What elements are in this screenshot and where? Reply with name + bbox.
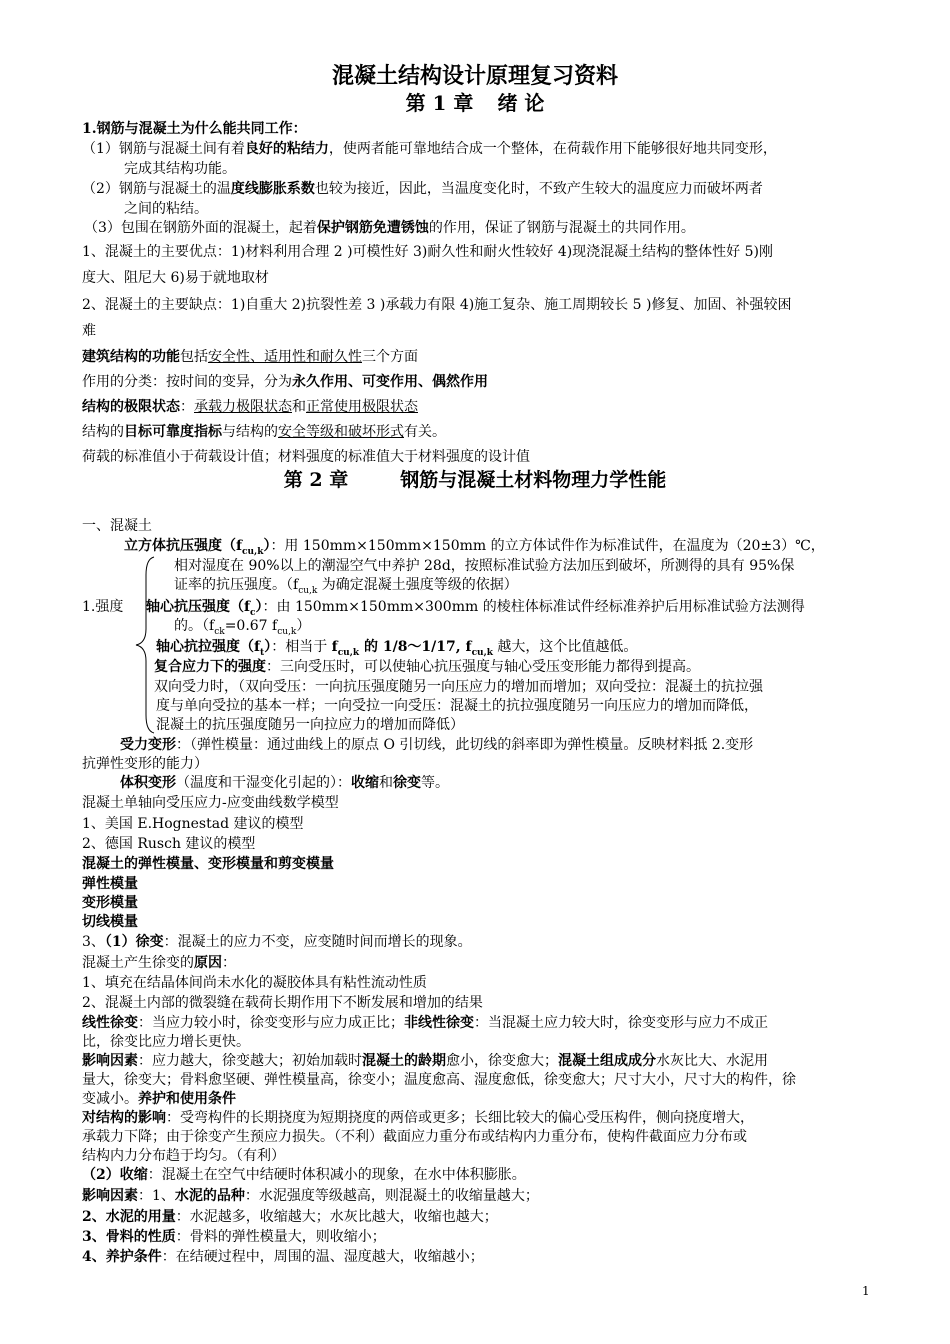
- volume-deformation: 体积变形（温度和干湿变化引起的）：收缩和徐变等。: [120, 775, 449, 791]
- cube-strength: 立方体抗压强度$(f_{cu,k})$：用 150mm×150mm×150mm 的立方体试件作为标准试件，在温度为（20±3）℃，: [124, 538, 825, 557]
- deformation-modulus: 变形模量: [82, 895, 138, 911]
- elastic-modulus: 弹性模量: [82, 876, 138, 892]
- creep-effect: 对结构的影响：受弯构件的长期挠度为短期挠度的两倍或更多；长细比较大的偏心受压构件，侧向挠度增大，: [82, 1110, 754, 1126]
- shrinkage-factor-4: 4、养护条件：在结硬过程中，周围的温、湿度越大，收缩越小；: [82, 1249, 484, 1265]
- moduli-heading: 混凝土的弹性模量、变形模量和剪变模量: [82, 856, 334, 872]
- chapter-2-heading: [0, 467, 950, 493]
- reason-3: （3）包围在钢筋外面的混凝土，起着保护钢筋免遭锈蚀的作用，保证了钢筋与混凝土的共同作用。: [84, 220, 695, 236]
- creep-effect-cont-1: 承载力下降；由于徐变产生预应力损失。（不利）截面应力重分布或结构内力重分布，使构件截面应力分布或: [82, 1129, 747, 1145]
- linear-creep: 线性徐变：当应力较小时，徐变变形与应力成正比；非线性徐变：当混凝土应力较大时，徐变变形与应力不成正: [82, 1015, 768, 1031]
- creep-effect-cont-2: 结构内力分布趋于均匀。（有利）: [82, 1148, 285, 1164]
- cube-strength-cont-2: 证率的抗压强度。（$f_{cu,k}$ 为确定混凝土强度等级的依据）: [174, 577, 518, 596]
- section-concrete: 一、混凝土: [82, 518, 152, 534]
- creep-influence-cont-1: 量大，徐变大；骨料愈坚硬、弹性模量高，徐变小；温度愈高、湿度愈低，徐变愈大；尺寸大小，尺寸大的构件，徐: [82, 1072, 796, 1088]
- chapter-1-name: 绪 论: [497, 91, 545, 115]
- reliability-index: 结构的目标可靠度指标与结构的安全等级和破坏形式有关。: [82, 424, 446, 440]
- chapter-1-number: 第 1 章: [405, 91, 474, 115]
- action-classification: 作用的分类：按时间的变异，分为永久作用、可变作用、偶然作用: [82, 374, 488, 390]
- disadvantages-line-1: 2、混凝土的主要缺点：1)自重大 2)抗裂性差 3 )承载力有限 4)施工复杂、施工周期较长 5 )修复、加固、补强较困: [82, 297, 792, 313]
- creep-definition: 3、（1）徐变：混凝土的应力不变，应变随时间而增长的现象。: [82, 934, 472, 950]
- chapter-1-heading: [0, 90, 950, 116]
- shrinkage-factor-3: 3、骨料的性质：骨料的弹性模量大，则收缩小；: [82, 1229, 386, 1245]
- biaxial-line-2: 度与单向受拉的基本一样；一向受拉一向受压：混凝土的抗拉强度随另一向压应力的增加而降低，: [156, 698, 758, 714]
- disadvantages-line-2: 难: [82, 323, 96, 339]
- model-rusch: 2、德国 Rusch 建议的模型: [82, 836, 256, 852]
- advantages-line-1: 1、混凝土的主要优点：1)材料利用合理 2 )可模性好 3)耐久性和耐火性较好 4)现浇混凝土结构的整体性好 5)刚: [82, 244, 774, 260]
- advantages-line-2: 度大、阻尼大 6)易于就地取材: [82, 270, 269, 286]
- model-hognestad: 1、美国 E.Hognestad 建议的模型: [82, 816, 304, 832]
- linear-creep-cont: 比，徐变比应力增长更快。: [82, 1034, 250, 1050]
- creep-cause-1: 1、填充在结晶体间尚未水化的凝胶体具有粘性流动性质: [82, 975, 427, 991]
- combined-stress-strength: 复合应力下的强度：三向受压时，可以使轴心抗压强度与轴心受压变形能力都得到提高。: [154, 659, 700, 675]
- load-note: 荷载的标准值小于荷载设计值；材料强度的标准值大于材料强度的设计值: [82, 449, 530, 465]
- strength-label: 1.强度: [82, 599, 124, 615]
- axial-compressive-strength: 轴心抗压强度$(f_c)$：由 150mm×150mm×300mm 的棱柱体标准试件经标准养护后用标准试验方法测得: [146, 599, 805, 618]
- shrinkage-factor-1: 影响因素：1、水泥的品种：水泥强度等级越高，则混凝土的收缩量越大；: [82, 1188, 539, 1204]
- axial-compressive-cont: 的。（$f_{ck}=0.67$ $f_{cu,k}$）: [174, 618, 311, 637]
- page-number: 1: [862, 1284, 870, 1298]
- limit-states: 结构的极限状态：承载力极限状态和正常使用极限状态: [82, 399, 418, 415]
- creep-influence: 影响因素：应力越大，徐变越大；初始加载时混凝土的龄期愈小，徐变愈大；混凝土组成成分水灰比大、水泥用: [82, 1053, 768, 1069]
- shrinkage-factor-2: 2、水泥的用量：水泥越多，收缩越大；水灰比越大，收缩也越大；: [82, 1209, 498, 1225]
- reason-1: （1）钢筋与混凝土间有着良好的粘结力，使两者能可靠地结合成一个整体，在荷载作用下能够很好地共同变形，: [82, 141, 777, 157]
- force-deformation: 受力变形：（弹性模量：通过曲线上的原点 O 引切线，此切线的斜率即为弹性模量。反映材料抵 2.变形: [120, 737, 754, 753]
- biaxial-line-3: 混凝土的抗压强度随另一向拉应力的增加而降低）: [156, 717, 464, 733]
- shrinkage-definition: （2）收缩：混凝土在空气中结硬时体积减小的现象，在水中体积膨胀。: [82, 1167, 526, 1183]
- creep-cause-heading: 混凝土产生徐变的原因：: [82, 955, 236, 971]
- chapter-2-name: 钢筋与混凝土材料物理力学性能: [400, 469, 667, 491]
- axial-tensile-strength: 轴心抗拉强度$(f_t)$：相当于 $f_{cu,k}$ 的 1/8～1/17, $f_{cu,k}$ 越大，这个比值越低。: [156, 639, 638, 658]
- document-title: 混凝土结构设计原理复习资料: [331, 63, 618, 89]
- reason-2: （2）钢筋与混凝土的温度线膨胀系数也较为接近，因此，当温度变化时，不致产生较大的温度应力而破坏两者: [82, 181, 763, 197]
- creep-influence-cont-2: 变减小。养护和使用条件: [82, 1091, 236, 1107]
- chapter-2-number: 第 2 章: [283, 469, 349, 491]
- stress-strain-model: 混凝土单轴向受压应力-应变曲线数学模型: [82, 795, 339, 811]
- structure-function: 建筑结构的功能包括安全性、适用性和耐久性三个方面: [82, 349, 418, 365]
- biaxial-line-1: 双向受力时，（双向受压：一向抗压强度随另一向压应力的增加而增加；双向受拉：混凝土的抗拉强: [154, 679, 763, 695]
- reason-2-cont: 之间的粘结。: [124, 201, 208, 217]
- force-deformation-cont: 抗弹性变形的能力）: [82, 756, 208, 772]
- reason-1-cont: 完成其结构功能。: [124, 161, 236, 177]
- strength-brace: [128, 555, 156, 735]
- tangent-modulus: 切线模量: [82, 914, 138, 930]
- creep-cause-2: 2、混凝土内部的微裂缝在载荷长期作用下不断发展和增加的结果: [82, 995, 483, 1011]
- cube-strength-cont-1: 相对湿度在 90%以上的潮湿空气中养护 28d，按照标准试验方法加压到破坏，所测得的具有 95%保: [174, 558, 795, 574]
- q1-heading: 1.钢筋与混凝土为什么能共同工作：: [82, 121, 307, 137]
